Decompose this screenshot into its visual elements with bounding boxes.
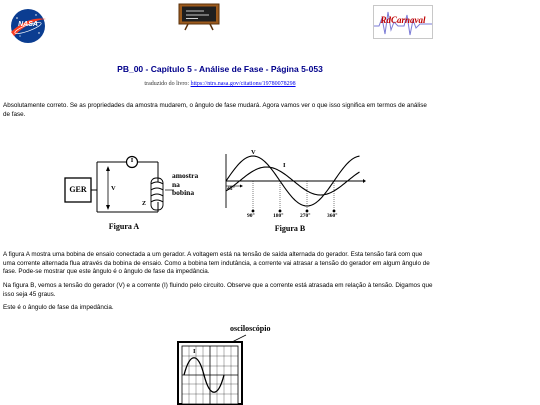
page-title: PB_00 - Capítulo 5 - Análise de Fase - Página 5-053	[117, 64, 323, 74]
figure-b-waveforms	[220, 148, 366, 236]
figure-a-caption: Figura A	[108, 222, 140, 231]
rdcarnaval-logo[interactable]	[373, 5, 433, 39]
sample-label-line2: na	[172, 179, 180, 189]
meter-label: I	[130, 157, 134, 164]
paragraph-figure-a: A figura A mostra uma bobina de ensaio conectada a um gerador. A voltagem está na tensão de saída alternada do gerador. Esta tensão fará com que uma corrente alternada flua através da bobina de ensaio. Como a bobina tem indutância, a corrente vai atrasar a tensão do gerador em algum ângulo de fase. Pode-se mostrar que este ângulo é o ângulo de fase da impedância.	[3, 251, 430, 276]
figure-b-caption: Figura B	[274, 224, 306, 233]
rdcarnaval-logo-text: RdCarnaval	[380, 15, 426, 25]
source-prefix: traduzido do livro:	[144, 81, 190, 87]
phase-angle-label: 45°	[227, 186, 235, 192]
generator-label: GER	[69, 185, 87, 194]
oscilloscope-title: osciloscópio	[230, 324, 271, 333]
sample-label-line3: bobina	[172, 188, 195, 197]
figure-b-voltage-label: V	[251, 149, 256, 156]
sample-label	[172, 172, 198, 198]
figure-oscilloscope	[176, 324, 286, 405]
tick-360: 360°	[327, 213, 338, 219]
figure-a	[62, 152, 212, 234]
paragraph-intro: Absolutamente correto. Se as propriedades da amostra mudarem, o ângulo de fase mudará. Agora vamos ver o que isso significa em termos de análise de fase.	[3, 102, 427, 118]
oscilloscope-screen	[176, 332, 286, 405]
nasa-logo-text: NASA	[18, 21, 38, 28]
impedance-label: Z	[142, 201, 147, 207]
source-line	[0, 81, 440, 87]
voltage-label: V	[111, 185, 116, 192]
source-link[interactable]: https://ntrs.nasa.gov/citations/19780078298	[190, 81, 296, 87]
paragraph-phase-angle: Este é o ângulo de fase da impedância.	[3, 304, 114, 311]
figure-b-current-label: I	[283, 162, 286, 169]
tick-180: 180°	[273, 213, 284, 219]
figure-b	[220, 148, 366, 236]
sample-label-line1: amostra	[172, 171, 199, 180]
blackboard-icon[interactable]	[178, 3, 220, 31]
tick-90: 90°	[247, 213, 255, 219]
paragraph-figure-b: Na figura B, vemos a tensão do gerador (V) e a corrente (I) fluindo pelo circuito. Observe que a corrente está atrasada em relação à tensão. Digamos que isso seja 45 graus.	[3, 282, 433, 298]
oscilloscope-current-label: I	[193, 348, 196, 355]
tick-270: 270°	[300, 213, 311, 219]
nasa-logo[interactable]	[8, 6, 48, 46]
chalkboard-icon	[178, 3, 220, 31]
